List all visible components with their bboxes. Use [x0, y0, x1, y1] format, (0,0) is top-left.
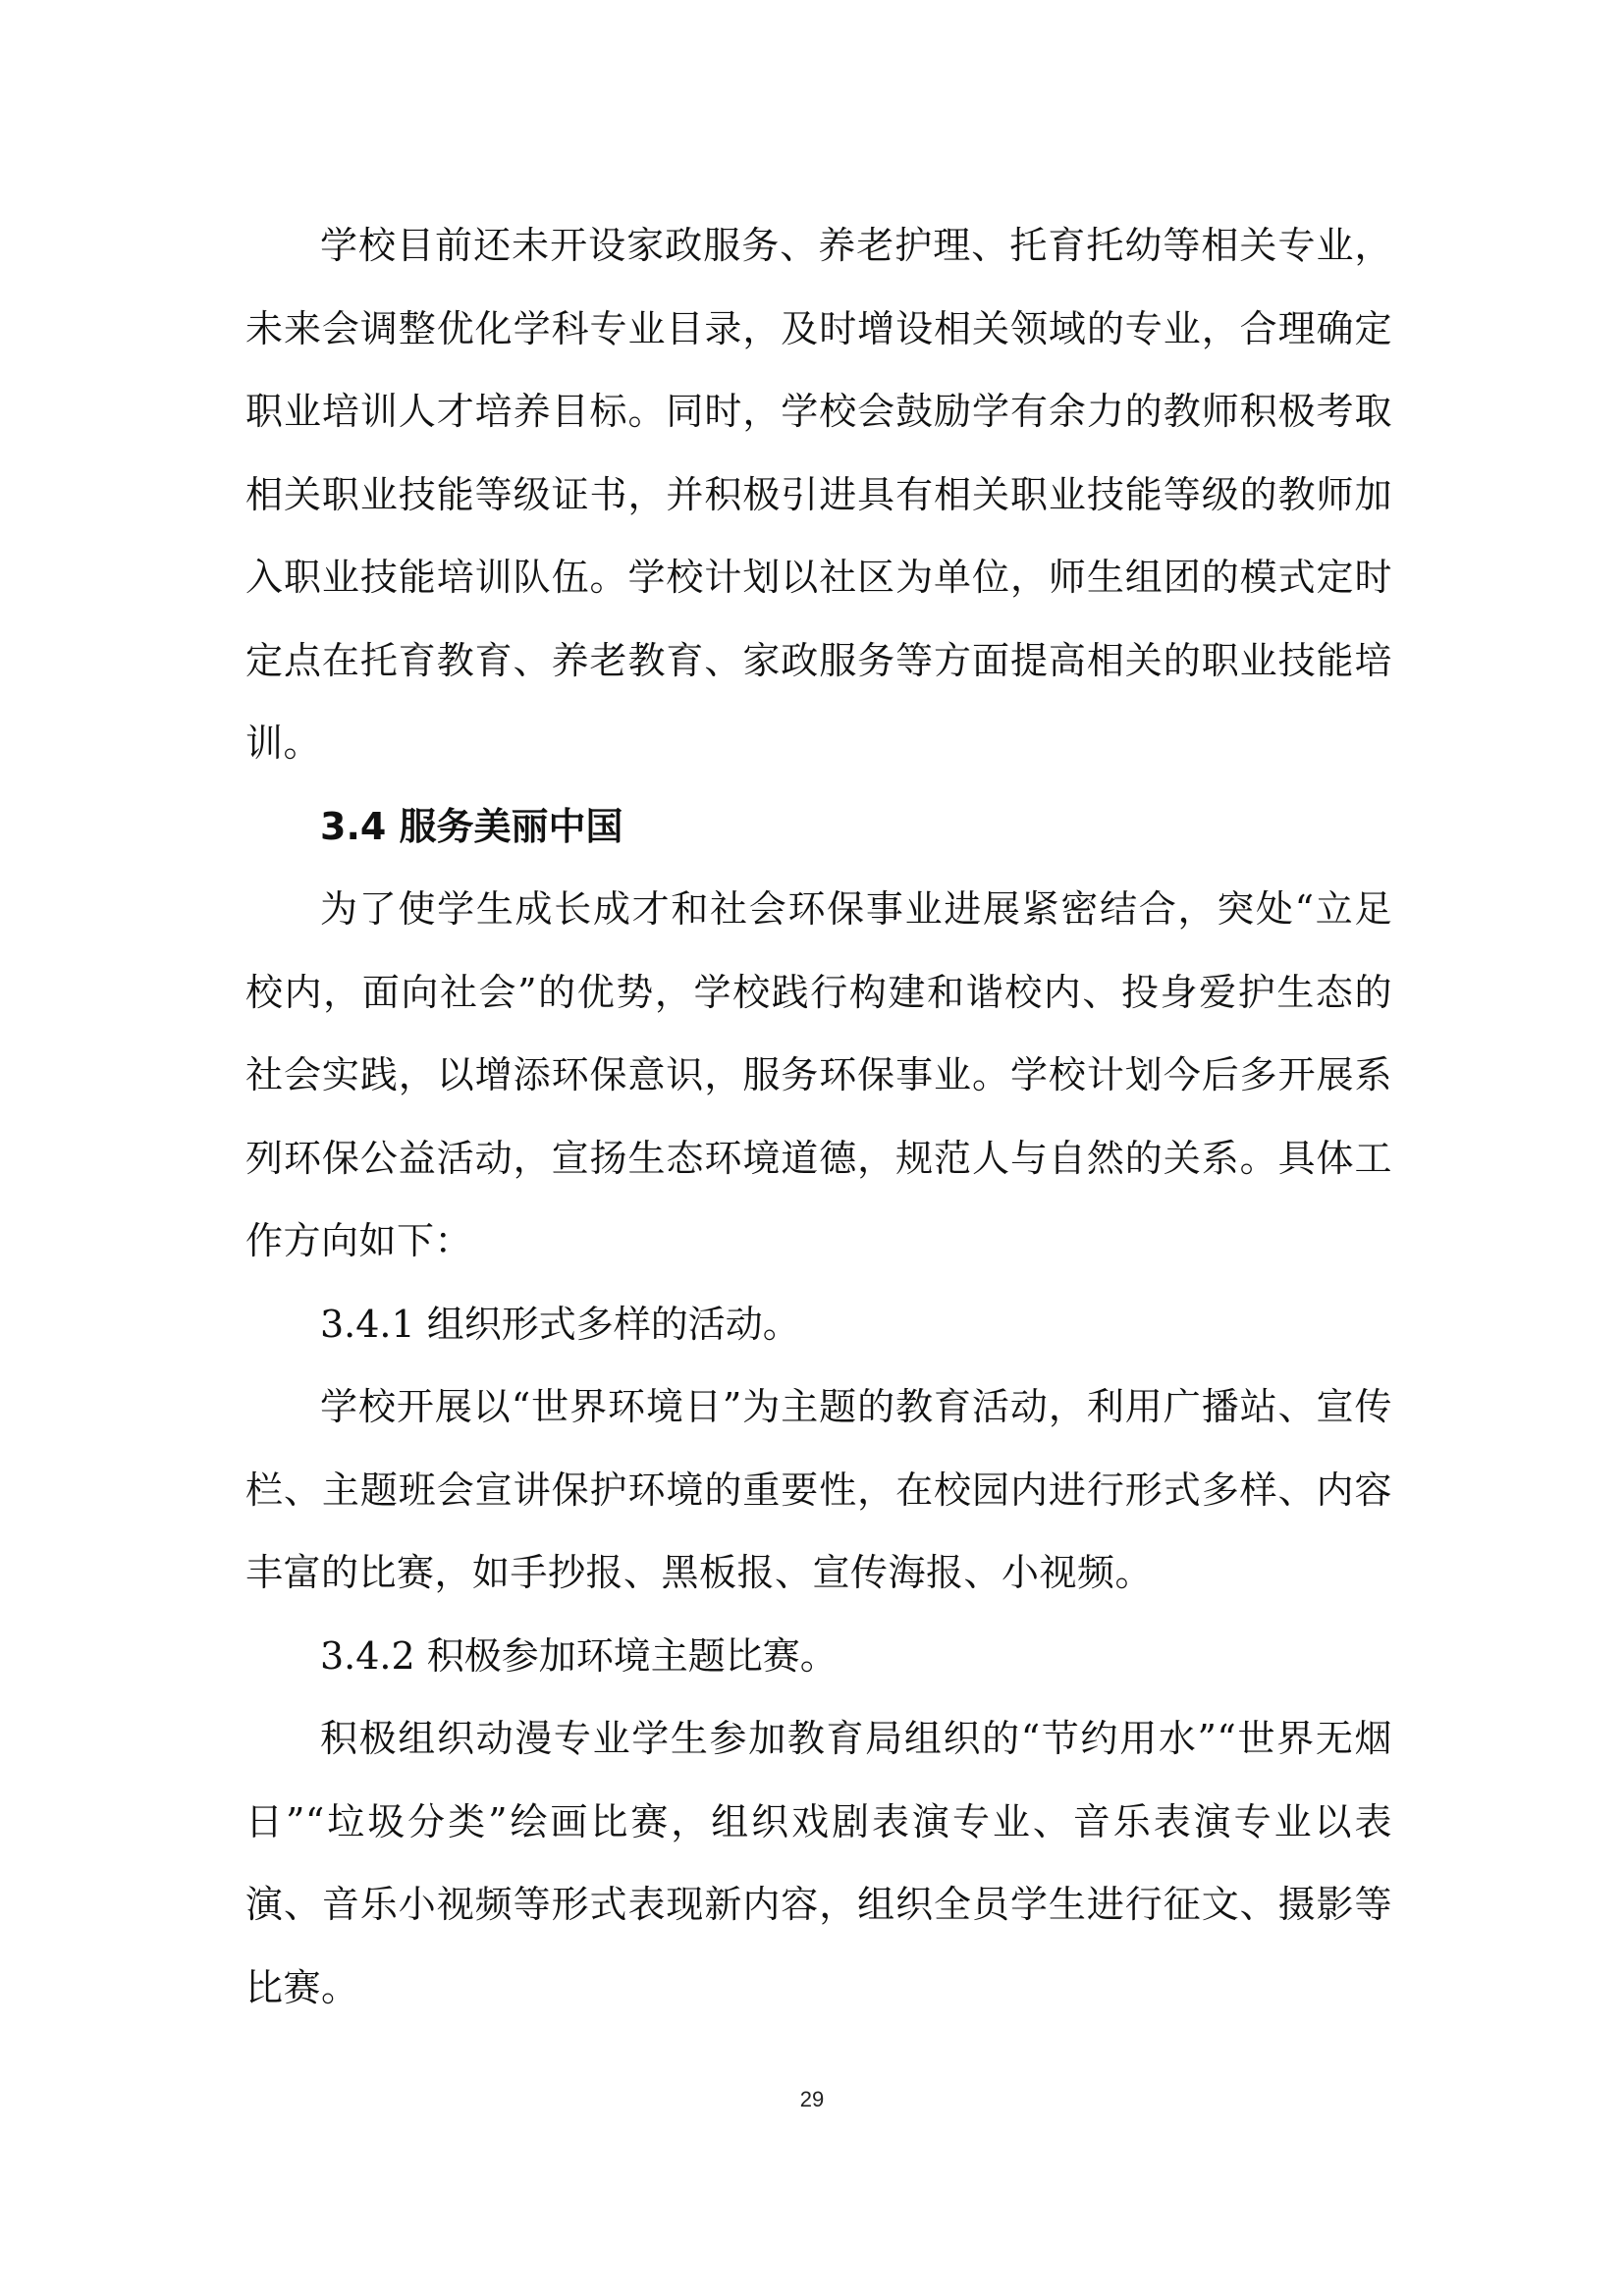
- paragraph-environmental-intro: 为了使学生成长成才和社会环保事业进展紧密结合，突处“立足校内，面向社会”的优势，学校践行构建和谐校内、投身爱护生态的社会实践，以增添环保意识，服务环保事业。学校计划今后多开展系列环保公益活动，宣扬生态环境道德，规范人与自然的关系。具体工作方向如下：: [245, 887, 1392, 1262]
- paragraph-environment-day: 学校开展以“世界环境日”为主题的教育活动，利用广播站、宣传栏、主题班会宣讲保护环境的重要性，在校园内进行形式多样、内容丰富的比赛，如手抄报、黑板报、宣传海报、小视频。: [245, 1385, 1392, 1594]
- section-heading-beautiful-china: 3.4 服务美丽中国: [320, 804, 623, 848]
- subsection-heading-activities: 3.4.1 组织形式多样的活动。: [320, 1302, 800, 1346]
- document-body: [245, 204, 1392, 2029]
- subsection-heading-competitions: 3.4.2 积极参加环境主题比赛。: [320, 1633, 838, 1678]
- paragraph-vocational-training: 学校目前还未开设家政服务、养老护理、托育托幼等相关专业，未来会调整优化学科专业目录，及时增设相关领域的专业，合理确定职业培训人才培养目标。同时，学校会鼓励学有余力的教师积极考取相关职业技能等级证书，并积极引进具有相关职业技能等级的教师加入职业技能培训队伍。学校计划以社区为单位，师生组团的模式定时定点在托育教育、养老教育、家政服务等方面提高相关的职业技能培训。: [245, 224, 1392, 765]
- page-number: 29: [799, 2087, 825, 2111]
- paragraph-competitions: 积极组织动漫专业学生参加教育局组织的“节约用水”“世界无烟日”“垃圾分类”绘画比赛，组织戏剧表演专业、音乐表演专业以表演、音乐小视频等形式表现新内容，组织全员学生进行征文、摄影等比赛。: [245, 1717, 1392, 2009]
